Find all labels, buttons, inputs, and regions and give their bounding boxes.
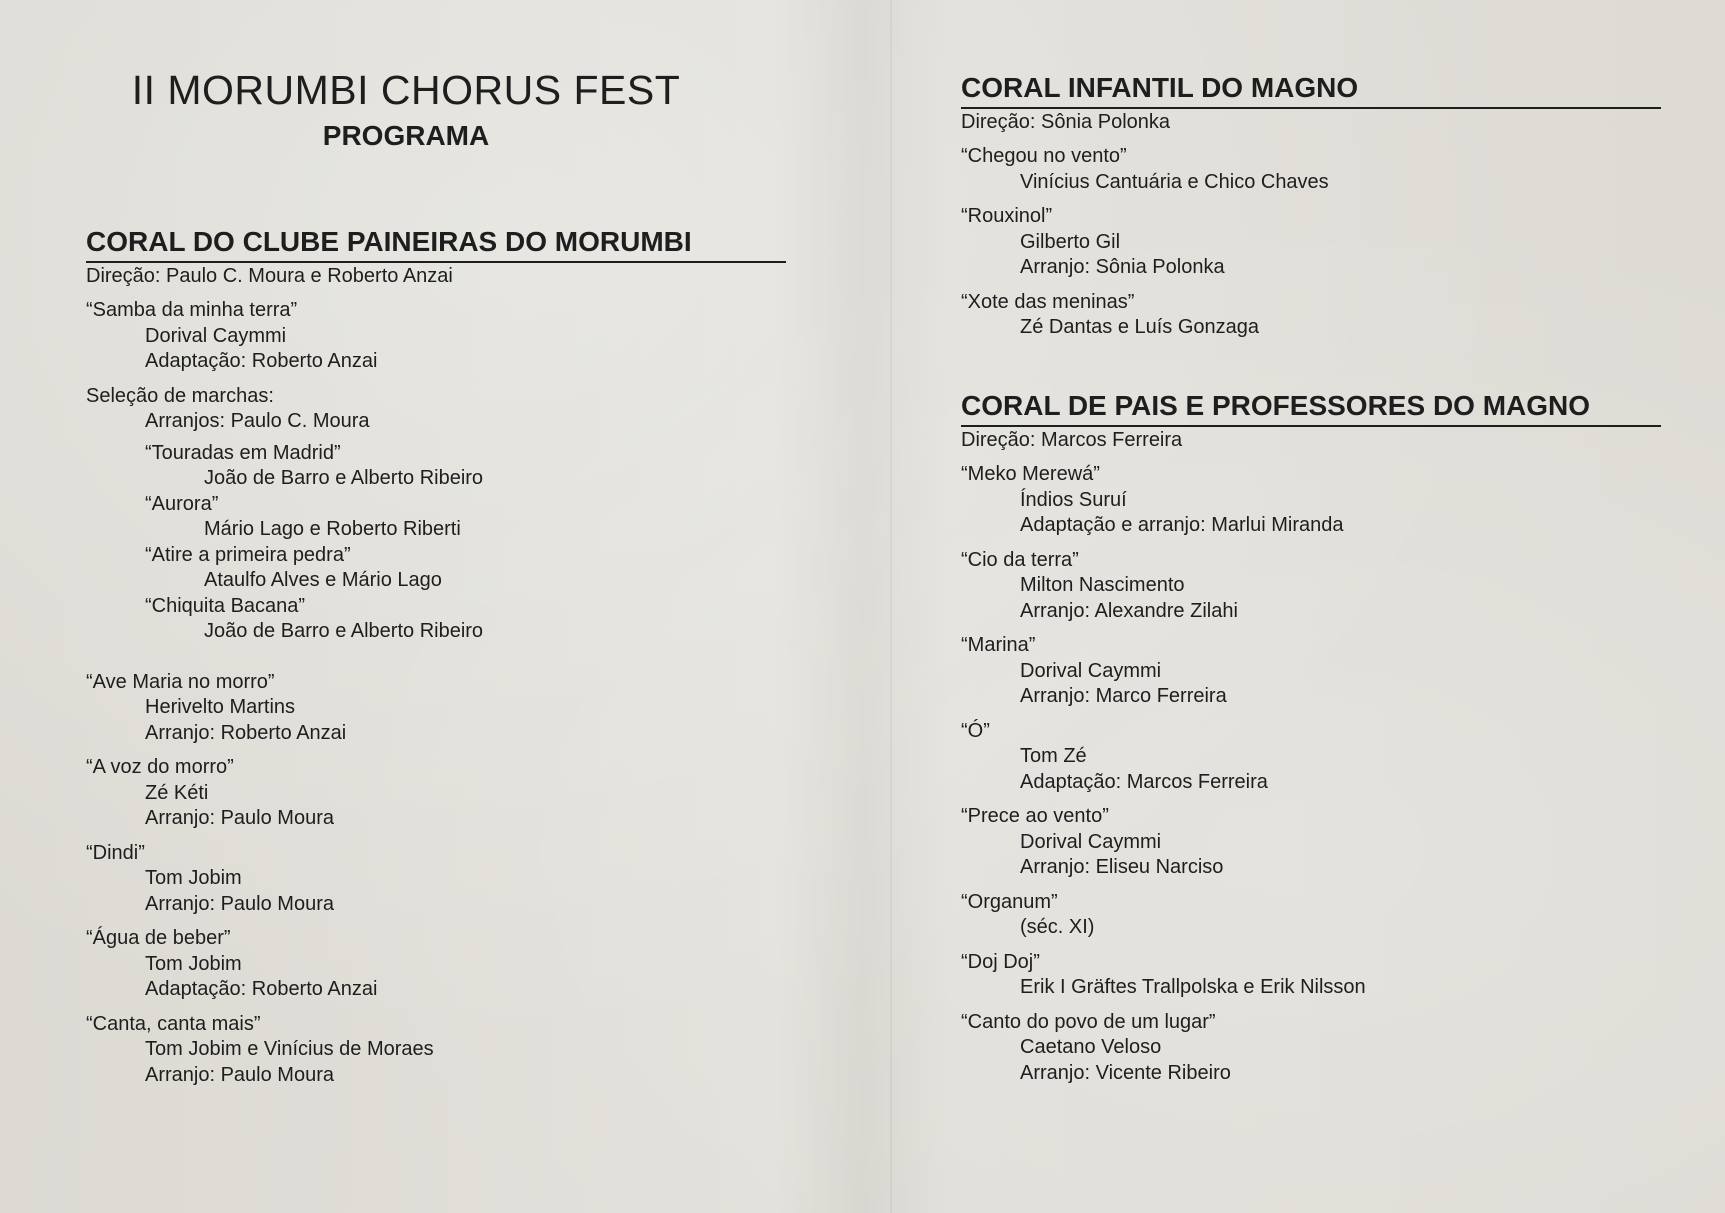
credit-line: Zé Kéti xyxy=(145,781,209,804)
credit-line: Arranjo: Marco Ferreira xyxy=(1020,685,1227,707)
credit-line: Tom Jobim e Vinícius de Moraes xyxy=(145,1038,434,1060)
song-title: “Organum” xyxy=(961,890,1058,913)
credit-line: Adaptação: Roberto Anzai xyxy=(145,350,378,372)
song-title: “Samba da minha terra” xyxy=(86,299,298,321)
credit-line: Gilberto Gil xyxy=(1020,230,1121,253)
medley-song-title: “Chiquita Bacana” xyxy=(145,594,306,617)
program-item xyxy=(86,298,786,375)
song-title: Seleção de marchas: xyxy=(86,384,274,407)
credit-line: Arranjo: Paulo Moura xyxy=(145,1063,334,1086)
credit-line: Zé Dantas e Luís Gonzaga xyxy=(1020,316,1260,338)
program-item xyxy=(961,144,1661,195)
song-title: “Meko Merewá” xyxy=(961,463,1100,485)
song-title: “Cio da terra” xyxy=(961,548,1079,571)
program-item xyxy=(86,926,786,1003)
center-fold xyxy=(890,0,892,1213)
medley-list xyxy=(86,441,786,645)
program-item xyxy=(86,841,786,918)
song-title: “Dindi” xyxy=(86,841,145,864)
credit-line: Adaptação: Marcos Ferreira xyxy=(1020,770,1268,793)
credit-line: Arranjo: Paulo Moura xyxy=(145,892,334,915)
program-item xyxy=(961,804,1661,881)
section-direction: Direção: Sônia Polonka xyxy=(961,111,1171,133)
medley-song-title: “Atire a primeira pedra” xyxy=(145,543,351,566)
program-item xyxy=(961,890,1661,941)
song-title: “Chegou no vento” xyxy=(961,145,1127,167)
program-item xyxy=(961,548,1661,625)
spacer xyxy=(86,654,786,670)
credit-line: Adaptação e arranjo: Marlui Miranda xyxy=(1020,514,1344,536)
credit-line: Caetano Veloso xyxy=(1020,1036,1162,1058)
program-item-medley xyxy=(86,384,786,645)
section-title: CORAL DE PAIS E PROFESSORES DO MAGNO xyxy=(961,389,1661,427)
credit-line: Tom Jobim xyxy=(145,867,242,889)
program-item xyxy=(961,633,1661,710)
medley-song-title: “Aurora” xyxy=(145,492,219,515)
credit-line: Tom Jobim xyxy=(145,952,242,975)
credit-line: Dorival Caymmi xyxy=(1020,830,1162,853)
program-item xyxy=(86,1012,786,1089)
credit-line: Milton Nascimento xyxy=(1020,574,1185,596)
program-item xyxy=(961,290,1661,341)
song-title: “Canta, canta mais” xyxy=(86,1012,261,1035)
section-infantil xyxy=(961,71,1661,350)
section-pais-professores xyxy=(961,389,1661,1095)
song-title: “Canto do povo de um lugar” xyxy=(961,1010,1216,1033)
song-title: “A voz do morro” xyxy=(86,756,234,778)
program-header xyxy=(86,62,786,154)
program-item xyxy=(86,670,786,747)
medley-song-title: “Touradas em Madrid” xyxy=(145,441,341,464)
program-item xyxy=(961,719,1661,796)
page-subtitle: PROGRAMA xyxy=(322,120,490,151)
song-title: “Ó” xyxy=(961,719,990,742)
section-direction: Direção: Paulo C. Moura e Roberto Anzai xyxy=(86,265,453,287)
program-item xyxy=(961,1010,1661,1087)
program-item xyxy=(961,462,1661,539)
credit-line: Arranjos: Paulo C. Moura xyxy=(145,410,370,432)
credit-line: Vinícius Cantuária e Chico Chaves xyxy=(1020,170,1329,193)
song-title: “Rouxinol” xyxy=(961,205,1053,227)
credit-line: Erik I Gräftes Trallpolska e Erik Nilsson xyxy=(1020,976,1366,998)
credit-line: Herivelto Martins xyxy=(145,696,296,718)
credit-line: Arranjo: Paulo Moura xyxy=(145,807,334,829)
credit-line: Dorival Caymmi xyxy=(145,324,287,347)
medley-credit: Ataulfo Alves e Mário Lago xyxy=(204,569,442,591)
medley-credit: Mário Lago e Roberto Riberti xyxy=(204,518,461,540)
program-item xyxy=(86,755,786,832)
page-title: II MORUMBI CHORUS FEST xyxy=(131,67,681,113)
credit-line: Arranjo: Vicente Ribeiro xyxy=(1020,1061,1231,1084)
medley-credit: João de Barro e Alberto Ribeiro xyxy=(204,467,484,489)
section-direction: Direção: Marcos Ferreira xyxy=(961,429,1183,451)
credit-line: Arranjo: Alexandre Zilahi xyxy=(1020,599,1238,622)
medley-credit: João de Barro e Alberto Ribeiro xyxy=(204,620,484,642)
section-title: CORAL DO CLUBE PAINEIRAS DO MORUMBI xyxy=(86,225,786,263)
credit-line: Índios Suruí xyxy=(1020,488,1127,511)
credit-line: Arranjo: Roberto Anzai xyxy=(145,721,347,744)
program-item xyxy=(961,950,1661,1001)
song-title: “Marina” xyxy=(961,634,1036,656)
program-item xyxy=(961,204,1661,281)
credit-line: Arranjo: Sônia Polonka xyxy=(1020,256,1225,278)
song-title: “Doj Doj” xyxy=(961,950,1040,973)
song-title: “Prece ao vento” xyxy=(961,805,1109,827)
credit-line: (séc. XI) xyxy=(1020,916,1095,938)
section-title: CORAL INFANTIL DO MAGNO xyxy=(961,71,1661,109)
section-paineiras xyxy=(86,225,786,1097)
song-title: “Ave Maria no morro” xyxy=(86,670,275,693)
song-title: “Água de beber” xyxy=(86,927,231,949)
credit-line: Arranjo: Eliseu Narciso xyxy=(1020,856,1224,878)
song-title: “Xote das meninas” xyxy=(961,290,1135,313)
credit-line: Tom Zé xyxy=(1020,745,1087,767)
credit-line: Adaptação: Roberto Anzai xyxy=(145,978,378,1000)
credit-line: Dorival Caymmi xyxy=(1020,659,1162,682)
